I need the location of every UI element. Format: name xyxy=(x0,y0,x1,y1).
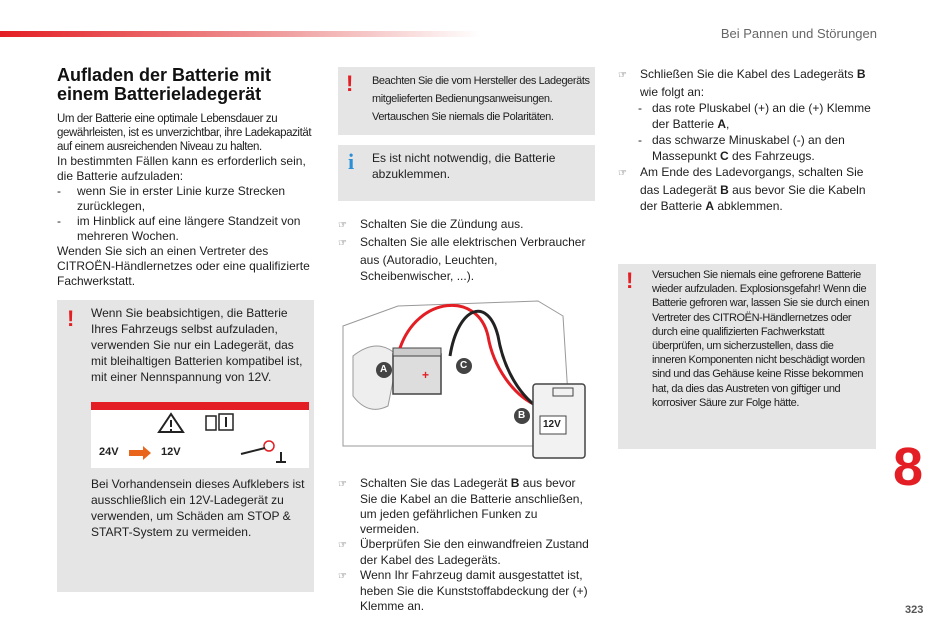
list-item xyxy=(57,214,319,244)
list-item xyxy=(618,164,876,214)
list-item-text: im Hinblick auf eine längere Standzeit von mehreren Wochen. xyxy=(77,214,301,243)
charger-display-text: 12V xyxy=(543,419,561,430)
page-number: 323 xyxy=(905,604,924,616)
sub-list-item xyxy=(618,100,876,132)
warning-icon: ! xyxy=(346,71,354,96)
hand-pointer-icon: ☞ xyxy=(338,238,347,249)
hand-pointer-icon: ☞ xyxy=(338,220,347,231)
battery-charging-figure xyxy=(338,296,594,466)
label-a: A xyxy=(380,364,388,375)
steps-bottom xyxy=(338,476,596,614)
warning-text: Beachten Sie die vom Hersteller des Ladegeräts mitgelieferten Bedienungsanweisungen. Vertauschen Sie niemals die Polaritäten. xyxy=(372,75,590,123)
steps-middle xyxy=(338,216,594,284)
list-item-text: Schalten Sie die Zündung aus. xyxy=(360,217,524,231)
arrow-right-icon xyxy=(129,446,151,460)
list-item-text: Wenn Ihr Fahrzeug damit ausgestattet ist, heben Sie die Kunststoffabdeckung der (+) Klemme an. xyxy=(360,568,588,613)
list-item-text: Schalten Sie alle elektrischen Verbraucher aus (Autoradio, Leuchten, Scheibenwischer, ...). xyxy=(360,235,586,283)
sticker-voltage-left: 24V xyxy=(99,446,119,458)
sticker-graphic xyxy=(91,402,309,468)
hand-pointer-icon: ☞ xyxy=(338,479,347,490)
sticker-note: Bei Vorhandensein dieses Aufklebers ist ausschließlich ein 12V-Ladegerät zu verwenden, um Schäden am STOP & START-System zu vermeiden. xyxy=(91,477,305,539)
list-item xyxy=(338,234,594,284)
battery-outline-icon xyxy=(206,416,216,430)
battery-body xyxy=(393,354,441,394)
text-part: des Fahrzeugs. xyxy=(728,149,815,163)
sticker-voltage-right: 12V xyxy=(161,446,181,458)
text-part: , xyxy=(726,117,730,131)
text-part: das rote Pluskabel (+) an die (+) Klemme der Batterie xyxy=(652,101,871,131)
intro-paragraph-3: Wenden Sie sich an einen Vertreter des CITROËN-Händlernetzes oder eine qualifizierte Fachwerkstatt. xyxy=(57,244,310,288)
warning-icon: ! xyxy=(67,306,75,331)
list-item xyxy=(618,66,876,100)
intro-paragraph-2: In bestimmten Fällen kann es erforderlich sein, die Batterie aufzuladen: xyxy=(57,154,306,183)
header-accent-bar xyxy=(0,31,480,37)
section-title: Bei Pannen und Störungen xyxy=(720,26,877,41)
hand-pointer-icon: ☞ xyxy=(618,70,627,81)
sub-list-item xyxy=(618,132,876,164)
dash-marker: - xyxy=(638,101,642,115)
warning-box-frozen-battery xyxy=(618,264,876,449)
text-part: Am Ende des Ladevorgangs, schalten Sie das Ladegerät xyxy=(640,165,864,197)
list-item xyxy=(57,184,319,214)
list-item-text: Überprüfen Sie den einwandfreien Zustand der Kabel des Ladegeräts. xyxy=(360,537,589,567)
voltage-sticker xyxy=(91,402,309,468)
ref-a: A xyxy=(705,199,715,213)
label-b: B xyxy=(518,410,526,421)
list-item xyxy=(338,568,596,614)
list-item xyxy=(338,537,596,568)
charger-clamp-icon xyxy=(241,448,265,454)
caution-mark xyxy=(170,420,172,427)
list-item xyxy=(338,476,596,537)
warning-box-polarity xyxy=(338,67,595,135)
warning-text: Versuchen Sie niemals eine gefrorene Batterie wieder aufzuladen. Explosionsgefahr! Wenn die Batterie gefroren war, lassen Sie sie durch einen Vertreter des CITROËN-Händlernetzes oder durch eine qualifizierten Fachwerkstatt überprüfen, um sicherzustellen, dass die inneren Komponenten nicht beschädigt worden sind und das Gehäuse keine Risse bekommen hat, da dies das Austreten von giftiger und korrosiver Säure zur Folge hätte. xyxy=(652,269,870,409)
charger-plug-icon xyxy=(264,441,274,451)
label-c: C xyxy=(460,360,468,371)
info-icon: i xyxy=(348,149,355,174)
dash-marker: - xyxy=(638,133,642,147)
chapter-number: 8 xyxy=(893,437,924,497)
page-title: Aufladen der Batterie mit einem Batterieladegerät xyxy=(57,65,272,104)
dash-marker: - xyxy=(57,214,61,228)
ref-b: B xyxy=(720,183,729,197)
text-part: wie folgt an: xyxy=(640,85,705,99)
text-part: abklemmen. xyxy=(714,199,783,213)
book-info-mark xyxy=(225,417,227,427)
dash-marker: - xyxy=(57,184,61,198)
ref-c: C xyxy=(720,149,729,163)
ref-b: B xyxy=(510,476,520,490)
ref-b: B xyxy=(856,67,866,81)
caution-dot xyxy=(170,429,172,431)
text-part: das schwarze Minuskabel (-) an den Massepunkt xyxy=(652,133,845,163)
hand-pointer-icon: ☞ xyxy=(618,168,627,179)
list-item-text: wenn Sie in erster Linie kurze Strecken zurücklegen, xyxy=(77,184,286,213)
text-part: aus bevor Sie die Kabel an die Batterie anschließen, um jeden gefährlichen Funken zu vermeiden. xyxy=(360,476,583,536)
steps-right xyxy=(618,66,876,214)
intro-paragraph-1: Um der Batterie eine optimale Lebensdauer zu gewährleisten, ist es unverzichtbar, ihre Ladekapazität auf einem ausreichenden Niveau zu halten. xyxy=(57,113,312,153)
warning-icon: ! xyxy=(626,268,634,293)
battery-top xyxy=(393,348,441,356)
info-box xyxy=(338,145,595,201)
text-part: Schließen Sie die Kabel des Ladegeräts xyxy=(640,67,857,81)
battery-charging-diagram xyxy=(338,296,594,466)
info-text: Es ist nicht notwendig, die Batterie abzuklemmen. xyxy=(372,151,556,181)
plus-terminal-mark: + xyxy=(422,368,430,382)
hand-pointer-icon: ☞ xyxy=(338,571,347,582)
intro-block xyxy=(57,112,319,289)
list-item xyxy=(338,216,594,234)
warning-text: Wenn Sie beabsichtigen, die Batterie Ihres Fahrzeugs selbst aufzuladen, verwenden Sie nur ein Ladegerät, das mit bleihaltigen Batterien kompatibel ist, mit einer Nennspannung von 12V. xyxy=(91,306,303,384)
ref-a: A xyxy=(717,117,727,131)
text-part: Schalten Sie das Ladegerät xyxy=(360,476,511,490)
warning-box-charger xyxy=(57,300,314,592)
hand-pointer-icon: ☞ xyxy=(338,540,347,551)
text-part: aus bevor Sie die Kabeln der Batterie xyxy=(640,183,866,213)
